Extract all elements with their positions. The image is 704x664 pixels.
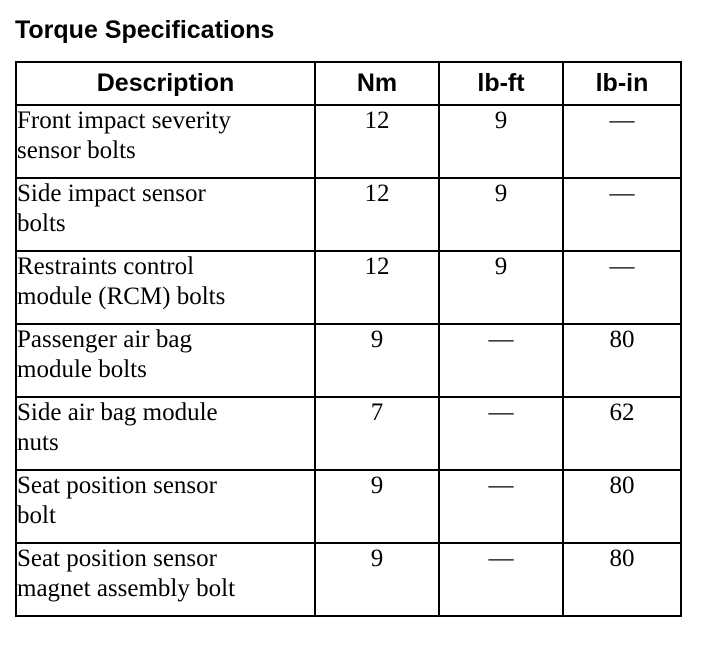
description-line: module (RCM) bolts: [17, 283, 226, 310]
lbin-cell: 80: [563, 470, 681, 543]
table-row: [16, 470, 681, 543]
description-line: Side impact sensor: [17, 180, 206, 207]
description-cell: [16, 178, 315, 251]
nm-cell: 9: [315, 470, 439, 543]
description-line: magnet assembly bolt: [17, 575, 236, 602]
lbin-cell: —: [563, 251, 681, 324]
lbft-cell: —: [439, 543, 563, 616]
table-row: [16, 324, 681, 397]
nm-cell: 12: [315, 178, 439, 251]
description-line: bolts: [17, 210, 66, 237]
nm-cell: 7: [315, 397, 439, 470]
description-line: Side air bag module: [17, 399, 218, 426]
table-row: [16, 178, 681, 251]
table-row: [16, 251, 681, 324]
lbin-cell: 62: [563, 397, 681, 470]
lbft-cell: —: [439, 324, 563, 397]
lbft-cell: 9: [439, 251, 563, 324]
nm-cell: 9: [315, 543, 439, 616]
lbin-cell: —: [563, 178, 681, 251]
header-lbft: lb-ft: [439, 62, 563, 105]
description-cell: [16, 105, 315, 178]
description-line: Passenger air bag: [17, 326, 192, 353]
description-line: sensor bolts: [17, 137, 136, 164]
lbin-cell: 80: [563, 324, 681, 397]
description-line: bolt: [17, 502, 56, 529]
description-cell: [16, 251, 315, 324]
header-nm: Nm: [315, 62, 439, 105]
nm-cell: 9: [315, 324, 439, 397]
header-description: Description: [16, 62, 315, 105]
torque-spec-table: [15, 61, 682, 617]
table-row: [16, 397, 681, 470]
lbft-cell: 9: [439, 105, 563, 178]
description-line: Front impact severity: [17, 107, 231, 134]
table-header-row: [16, 62, 681, 105]
nm-cell: 12: [315, 105, 439, 178]
nm-cell: 12: [315, 251, 439, 324]
description-cell: [16, 543, 315, 616]
description-cell: [16, 397, 315, 470]
description-cell: [16, 470, 315, 543]
lbft-cell: 9: [439, 178, 563, 251]
lbft-cell: —: [439, 470, 563, 543]
lbft-cell: —: [439, 397, 563, 470]
description-line: Restraints control: [17, 253, 195, 280]
header-lbin: lb-in: [563, 62, 681, 105]
table-row: [16, 543, 681, 616]
lbin-cell: 80: [563, 543, 681, 616]
lbin-cell: —: [563, 105, 681, 178]
table-row: [16, 105, 681, 178]
description-line: Seat position sensor: [17, 472, 217, 499]
page-title: Torque Specifications: [15, 16, 275, 44]
description-line: nuts: [17, 429, 59, 456]
description-cell: [16, 324, 315, 397]
description-line: Seat position sensor: [17, 545, 217, 572]
description-line: module bolts: [17, 356, 147, 383]
